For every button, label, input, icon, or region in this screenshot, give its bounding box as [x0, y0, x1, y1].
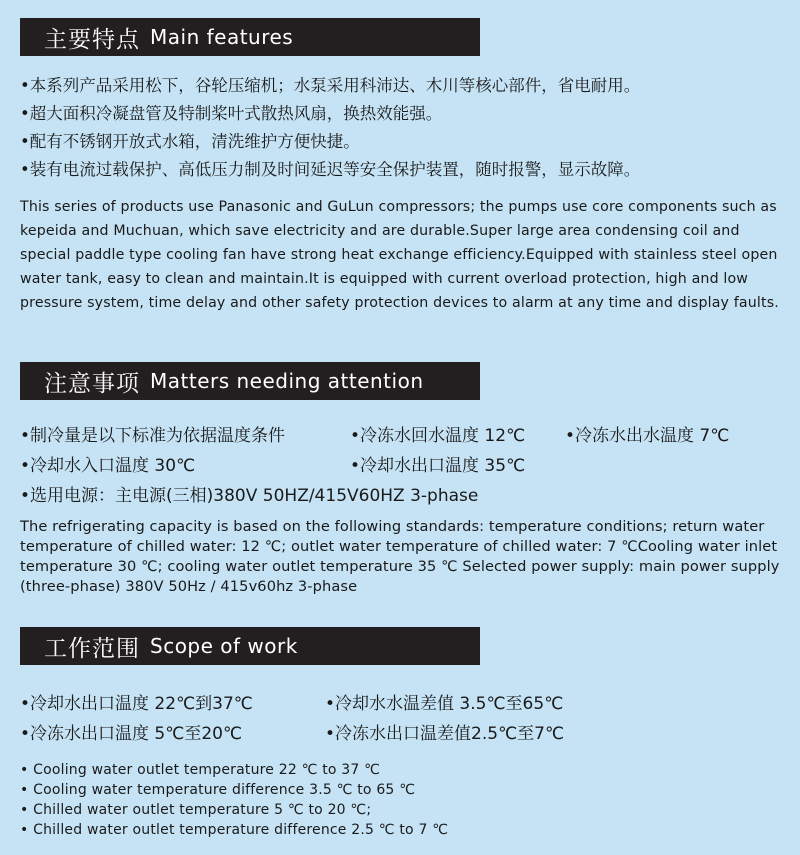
list-item: • Chilled water outlet temperature 5 ℃ to 20 ℃; [20, 802, 372, 818]
features-paragraph-en: This series of products use Panasonic and GuLun compressors; the pumps use core components such as kepeida and Muchuan, which save electricity and are durable.Super large area condensing coil and special paddle type cooling fan have strong heat exchange efficiency.Equipped with stainless steel open water tank, easy to clean and maintain.It is equipped with current overload protection, high and low pressure system, time delay and other safety protection devices to alarm at any time and display faults. [20, 199, 779, 311]
condition-item: •冷却水入口温度 30℃ [20, 455, 196, 476]
attention-header [20, 362, 480, 400]
scope-item: •冷冻水出口温差值2.5℃至7℃ [325, 723, 565, 744]
attention-row [20, 478, 729, 508]
scope-row [20, 716, 564, 746]
main-features-title-en: Main features [150, 25, 294, 49]
scope-item: •冷却水出口温度 22℃到37℃ [20, 693, 253, 714]
power-supply-item: •选用电源：主电源(三相)380V 50HZ/415V60HZ 3-phase [20, 485, 479, 506]
scope-item: •冷却水水温差值 3.5℃至65℃ [325, 693, 564, 714]
attention-title-en: Matters needing attention [150, 369, 424, 393]
scope-title-cn: 工作范围 [44, 635, 140, 662]
attention-title-cn: 注意事项 [44, 370, 140, 397]
main-features-header [20, 18, 480, 56]
condition-item: •制冷量是以下标准为依据温度条件 [20, 425, 286, 446]
attention-paragraph-en: The refrigerating capacity is based on the following standards: temperature conditions; return water temperature of chilled water: 12 ℃; outlet water temperature of chilled water: 7 ℃Cooling water inlet temperature 30 ℃; cooling water outlet temperature 35 ℃ Selected power supply: main power supply (three-phase) 380V 50Hz / 415v60hz 3-phase [20, 518, 780, 595]
list-item: •配有不锈钢开放式水箱，清洗维护方便快捷。 [20, 132, 360, 151]
condition-item: •冷却水出口温度 35℃ [350, 455, 526, 476]
main-features-title-cn: 主要特点 [44, 26, 140, 53]
scope-list-en [20, 760, 448, 840]
attention-conditions [20, 418, 729, 508]
scope-conditions [20, 686, 564, 746]
scope-header [20, 627, 480, 665]
list-item: • Chilled water outlet temperature difference 2.5 ℃ to 7 ℃ [20, 822, 449, 838]
list-item: • Cooling water outlet temperature 22 ℃ to 37 ℃ [20, 762, 381, 778]
scope-row [20, 686, 564, 716]
list-item: •超大面积冷凝盘管及特制桨叶式散热风扇，换热效能强。 [20, 104, 443, 123]
scope-title-en: Scope of work [150, 634, 298, 658]
attention-row [20, 418, 729, 448]
attention-row [20, 448, 729, 478]
features-list-cn [20, 72, 640, 184]
condition-item: •冷冻水回水温度 12℃ [350, 425, 526, 446]
list-item: •装有电流过载保护、高低压力制及时间延迟等安全保护装置，随时报警，显示故障。 [20, 160, 641, 179]
scope-item: •冷冻水出口温度 5℃至20℃ [20, 723, 243, 744]
condition-item: •冷冻水出水温度 7℃ [565, 425, 730, 446]
list-item: •本系列产品采用松下，谷轮压缩机；水泵采用科沛达、木川等核心部件，省电耐用。 [20, 76, 641, 95]
list-item: • Cooling water temperature difference 3.5 ℃ to 65 ℃ [20, 782, 416, 798]
